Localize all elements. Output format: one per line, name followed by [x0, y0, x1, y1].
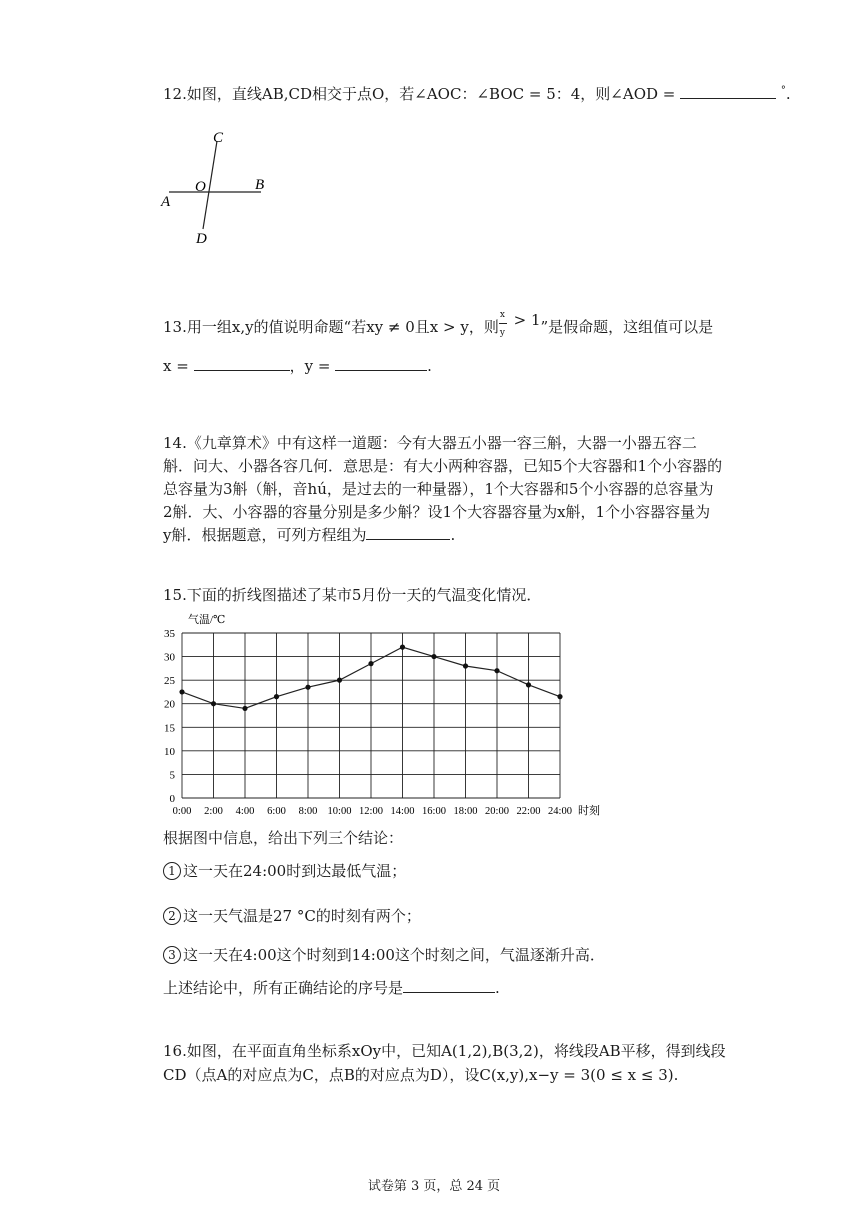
q12-end: . — [785, 85, 791, 103]
y-tick-label: 0 — [169, 793, 175, 805]
q15-c1-text: 这一天在24:00时到达最低气温； — [183, 862, 407, 880]
q13-sep: ，y = — [289, 357, 336, 375]
q15-conclusion-3 — [163, 944, 605, 966]
data-point — [526, 682, 531, 687]
x-tick-label: 22:00 — [516, 806, 541, 817]
q15-ask: 上述结论中，所有正确结论的序号是 — [163, 979, 404, 997]
q13-fraction — [499, 310, 509, 338]
y-tick-label: 30 — [164, 651, 175, 664]
q15-conclusion-1 — [163, 860, 406, 882]
q14-line2: 斛．问大、小器各容几何．意思是：有大小两种容器，已知5个大容器和1个小容器的 — [163, 457, 723, 475]
q13-y-blank[interactable] — [335, 355, 427, 371]
x-tick-label: 8:00 — [298, 806, 318, 817]
y-axis-label: 气温/℃ — [188, 614, 226, 626]
data-point — [274, 694, 279, 699]
q14-line4: 2斛．大、小容器的容量分别是多少斛？设1个大容器容量为x斛，1个小容器容量为 — [163, 503, 711, 521]
q16-line1: 16.如图，在平面直角坐标系xOy中，已知A(1,2),B(3,2)，将线段AB平移，得到线段 — [163, 1042, 726, 1060]
q14-line3: 总容量为3斛（斛，音hú，是过去的一种量器），1个大容器和5个小容器的总容量为 — [163, 480, 714, 498]
data-point — [337, 678, 342, 683]
q15-after: 根据图中信息，给出下列三个结论： — [163, 829, 404, 847]
q14-end: . — [450, 526, 456, 544]
q15-answer-blank[interactable] — [403, 977, 495, 993]
x-tick-label: 20:00 — [485, 806, 509, 817]
q15-intro: 15.下面的折线图描述了某市5月份一天的气温变化情况． — [163, 586, 542, 604]
x-tick-label: 4:00 — [235, 806, 255, 817]
circled-number-3: 3 — [163, 946, 181, 964]
data-point — [400, 645, 405, 650]
q13-line1 — [163, 310, 714, 338]
q13-end: . — [427, 357, 432, 375]
y-tick-label: 10 — [164, 745, 175, 758]
label-b: B — [255, 177, 265, 193]
q13-frac-tail: > 1 — [508, 311, 541, 329]
q12-figure — [155, 125, 275, 250]
x-axis-label: 时刻 — [578, 805, 600, 817]
x-tick-label: 2:00 — [204, 806, 223, 817]
q15-c2-text: 这一天气温是27 °C的时刻有两个； — [183, 907, 421, 925]
q13-x-label: x = — [163, 357, 194, 375]
x-tick-label: 24:00 — [548, 806, 572, 817]
x-tick-label: 12:00 — [359, 806, 383, 817]
chart-grid — [182, 633, 560, 798]
data-point — [431, 654, 436, 659]
q15-c3-text: 这一天在4:00这个时刻到14:00这个时刻之间，气温逐渐升高． — [183, 946, 605, 964]
q13-text-b: ”是假命题，这组值可以是 — [540, 318, 714, 336]
y-tick-label: 15 — [164, 722, 175, 735]
q16-line2: CD（点A的对应点为C，点B的对应点为D），设C(x,y),x−y = 3(0 ≤ x ≤ 3). — [163, 1066, 679, 1084]
circled-number-2: 2 — [163, 907, 181, 925]
q13-frac-den: y — [499, 328, 505, 338]
y-tick-label: 25 — [164, 675, 175, 688]
x-tick-label: 14:00 — [390, 806, 415, 817]
data-point — [305, 685, 310, 690]
page-footer: 试卷第 3 页，总 24 页 — [367, 1179, 501, 1194]
label-d: D — [196, 231, 207, 247]
q12-line — [163, 80, 791, 105]
q13-line2 — [163, 355, 432, 377]
y-tick-label: 35 — [164, 628, 175, 640]
q14-answer-blank[interactable] — [366, 524, 450, 540]
q13-frac-num: x — [499, 310, 505, 320]
x-tick-label: 6:00 — [267, 806, 286, 817]
q15-end: . — [495, 979, 500, 997]
chart-y-ticks — [164, 628, 176, 805]
q14-line1: 14.《九章算术》中有这样一道题：今有大器五小器一容三斛，大器一小器五容二 — [163, 434, 697, 452]
y-tick-label: 20 — [164, 698, 175, 711]
data-point — [494, 668, 499, 673]
q13-x-blank[interactable] — [194, 355, 290, 371]
y-tick-label: 5 — [169, 769, 175, 782]
q13-text-a: 13.用一组x,y的值说明命题“若xy ≠ 0且x > y，则 — [163, 318, 499, 336]
label-o: O — [195, 179, 206, 195]
data-point — [557, 694, 562, 699]
x-tick-label: 0:00 — [172, 806, 192, 817]
data-point — [242, 706, 247, 711]
q12-degree: ° — [780, 85, 786, 96]
x-tick-label: 16:00 — [422, 806, 446, 817]
q15-question — [163, 977, 500, 999]
data-point — [211, 701, 216, 706]
data-point — [368, 661, 373, 666]
q15-conclusion-2 — [163, 905, 421, 927]
q14-line5 — [163, 524, 455, 546]
x-tick-label: 18:00 — [453, 806, 478, 817]
label-a: A — [161, 194, 171, 210]
q14-line5-text: y斛．根据题意，可列方程组为 — [163, 526, 367, 544]
q12-answer-blank[interactable] — [680, 83, 776, 99]
q12-text: 12.如图，直线AB,CD相交于点O，若∠AOC：∠BOC = 5：4，则∠AOD = — [163, 85, 681, 103]
data-point — [463, 663, 468, 668]
x-tick-label: 10:00 — [327, 806, 352, 817]
chart-x-ticks — [173, 806, 572, 817]
temperature-chart — [150, 608, 620, 820]
circled-number-1: 1 — [163, 862, 181, 880]
label-c: C — [213, 130, 224, 146]
data-point — [179, 689, 184, 694]
